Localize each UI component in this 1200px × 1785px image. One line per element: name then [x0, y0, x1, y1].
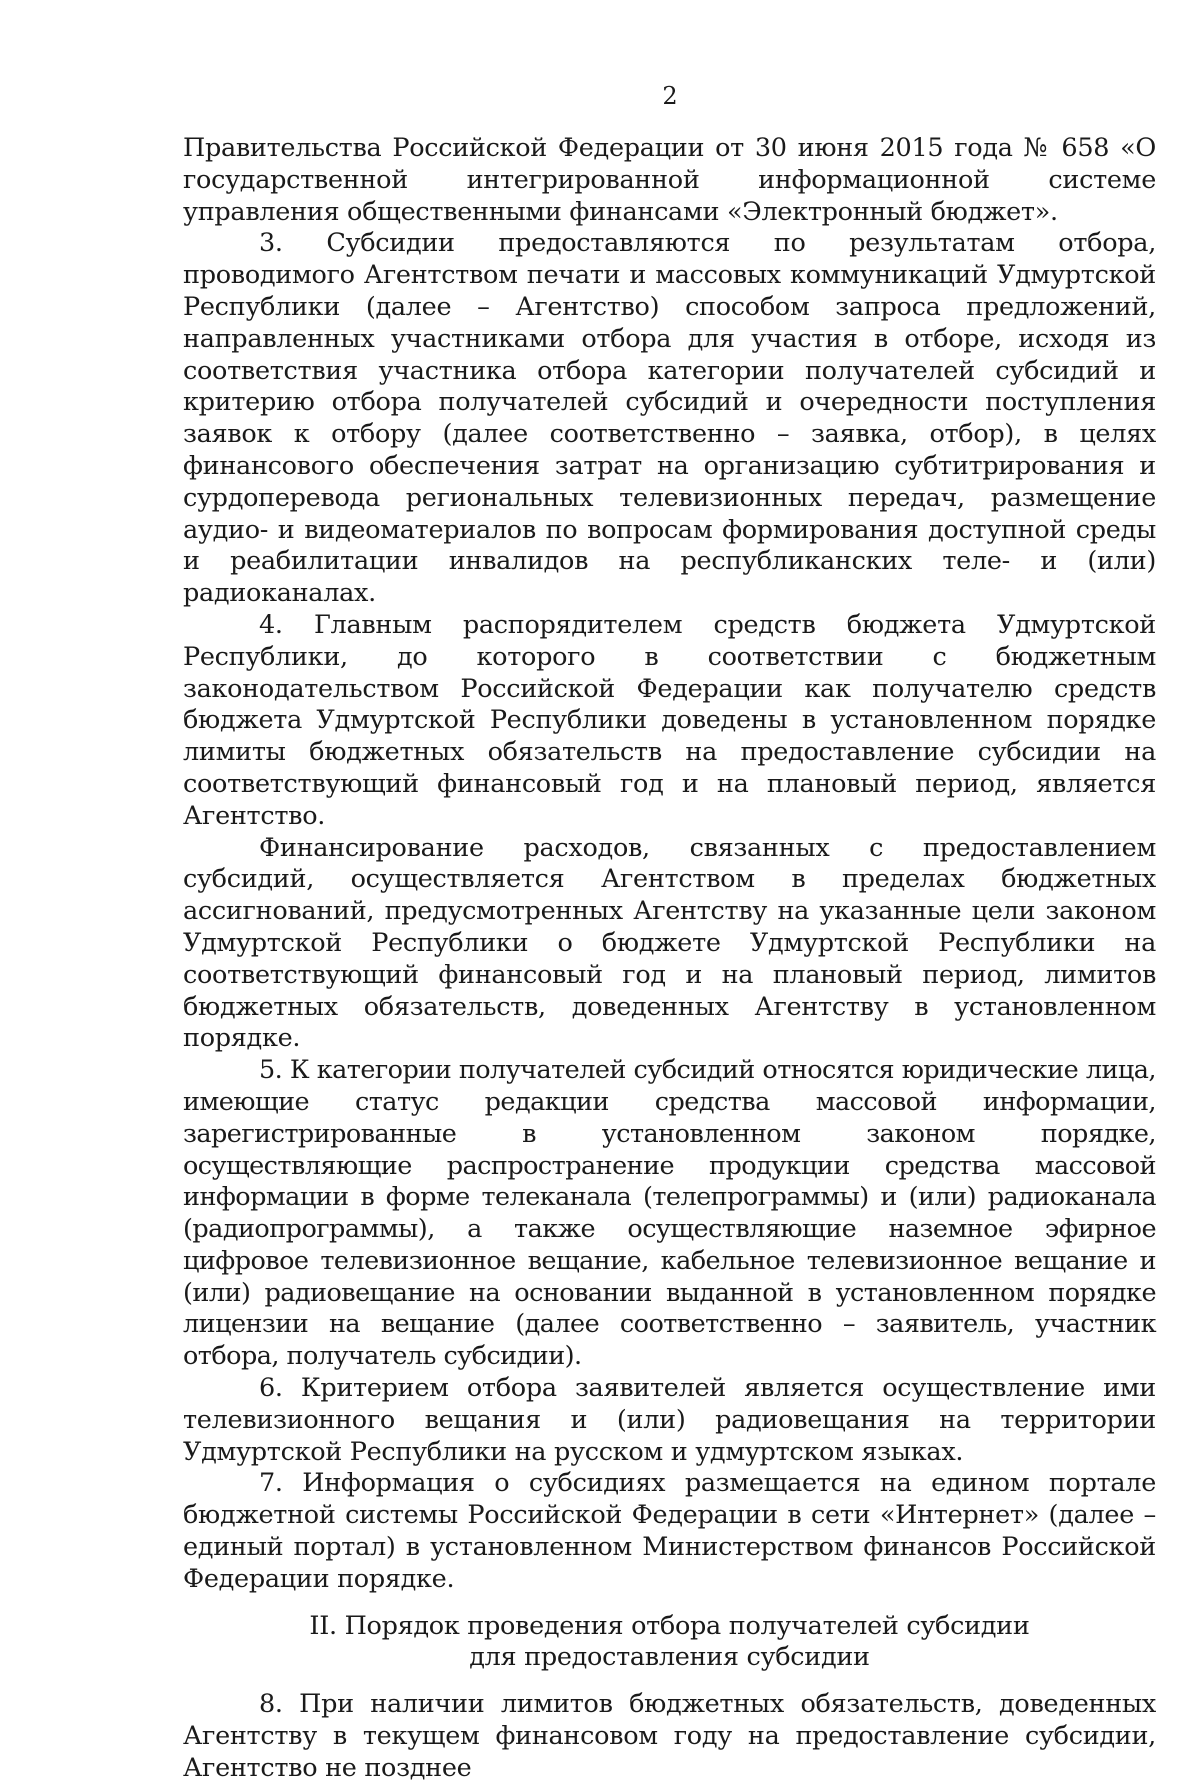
section-heading-line-1: II. Порядок проведения отбора получателей субсидии — [309, 1610, 1030, 1641]
paragraph-4: 4. Главным распорядителем средств бюджета Удмуртской Республики, до которого в соответствии с бюджетным законодательством Российской Федерации как получателю средств бюджета Удмуртской Республики доведены в установленном порядке лимиты бюджетных обязательств на предоставление субсидии на соответствующий финансовый год и на плановый период, является Агентство. — [183, 609, 1156, 831]
page-number: 2 — [662, 82, 678, 110]
paragraph-7: 7. Информация о субсидиях размещается на едином портале бюджетной системы Российской Федерации в сети «Интернет» (далее – единый портал) в установленном Министерством финансов Российской Федерации порядке. — [183, 1468, 1156, 1594]
paragraph-continuation: Правительства Российской Федерации от 30 июня 2015 года № 658 «О государственной интегрированной информационной системе управления общественными финансами «Электронный бюджет». — [183, 133, 1156, 227]
paragraph-3: 3. Субсидии предоставляются по результатам отбора, проводимого Агентством печати и массовых коммуникаций Удмуртской Республики (далее – Агентство) способом запроса предложений, направленных участниками отбора для участия в отборе, исходя из соответствия участника отбора категории получателей субсидий и критерию отбора получателей субсидий и очередности поступления заявок к отбору (далее соответственно – заявка, отбор), в целях финансового обеспечения затрат на организацию субтитрирования и сурдоперевода региональных телевизионных передач, размещение аудио- и видеоматериалов по вопросам формирования доступной среды и реабилитации инвалидов на республиканских теле- и (или) радиоканалах. — [183, 228, 1156, 609]
paragraph-5: 5. К категории получателей субсидий относятся юридические лица, имеющие статус редакции средства массовой информации, зарегистрированные в установленном законом порядке, осуществляющие распространение продукции средства массовой информации в форме телеканала (телепрограммы) и (или) радиоканала (радиопрограммы), а также осуществляющие наземное эфирное цифровое телевизионное вещание, кабельное телевизионное вещание и (или) радиовещание на основании выданной в установленном порядке лицензии на вещание (далее соответственно – заявитель, участник отбора, получатель субсидии). — [183, 1055, 1156, 1372]
document-body — [183, 133, 1156, 1785]
paragraph-6: 6. Критерием отбора заявителей является осуществление ими телевизионного вещания и (или) радиовещания на территории Удмуртской Республики на русском и удмуртском языках. — [183, 1373, 1156, 1467]
section-heading — [183, 1611, 1156, 1675]
paragraph-4-financing: Финансирование расходов, связанных с предоставлением субсидий, осуществляется Агентством в пределах бюджетных ассигнований, предусмотренных Агентству на указанные цели законом Удмуртской Республики о бюджете Удмуртской Республики на соответствующий финансовый год и на плановый период, лимитов бюджетных обязательств, доведенных Агентству в установленном порядке. — [183, 832, 1156, 1054]
section-heading-line-2: для предоставления субсидии — [469, 1642, 870, 1673]
paragraph-8: 8. При наличии лимитов бюджетных обязательств, доведенных Агентству в текущем финансовом году на предоставление субсидии, Агентство не позднее — [183, 1689, 1156, 1783]
